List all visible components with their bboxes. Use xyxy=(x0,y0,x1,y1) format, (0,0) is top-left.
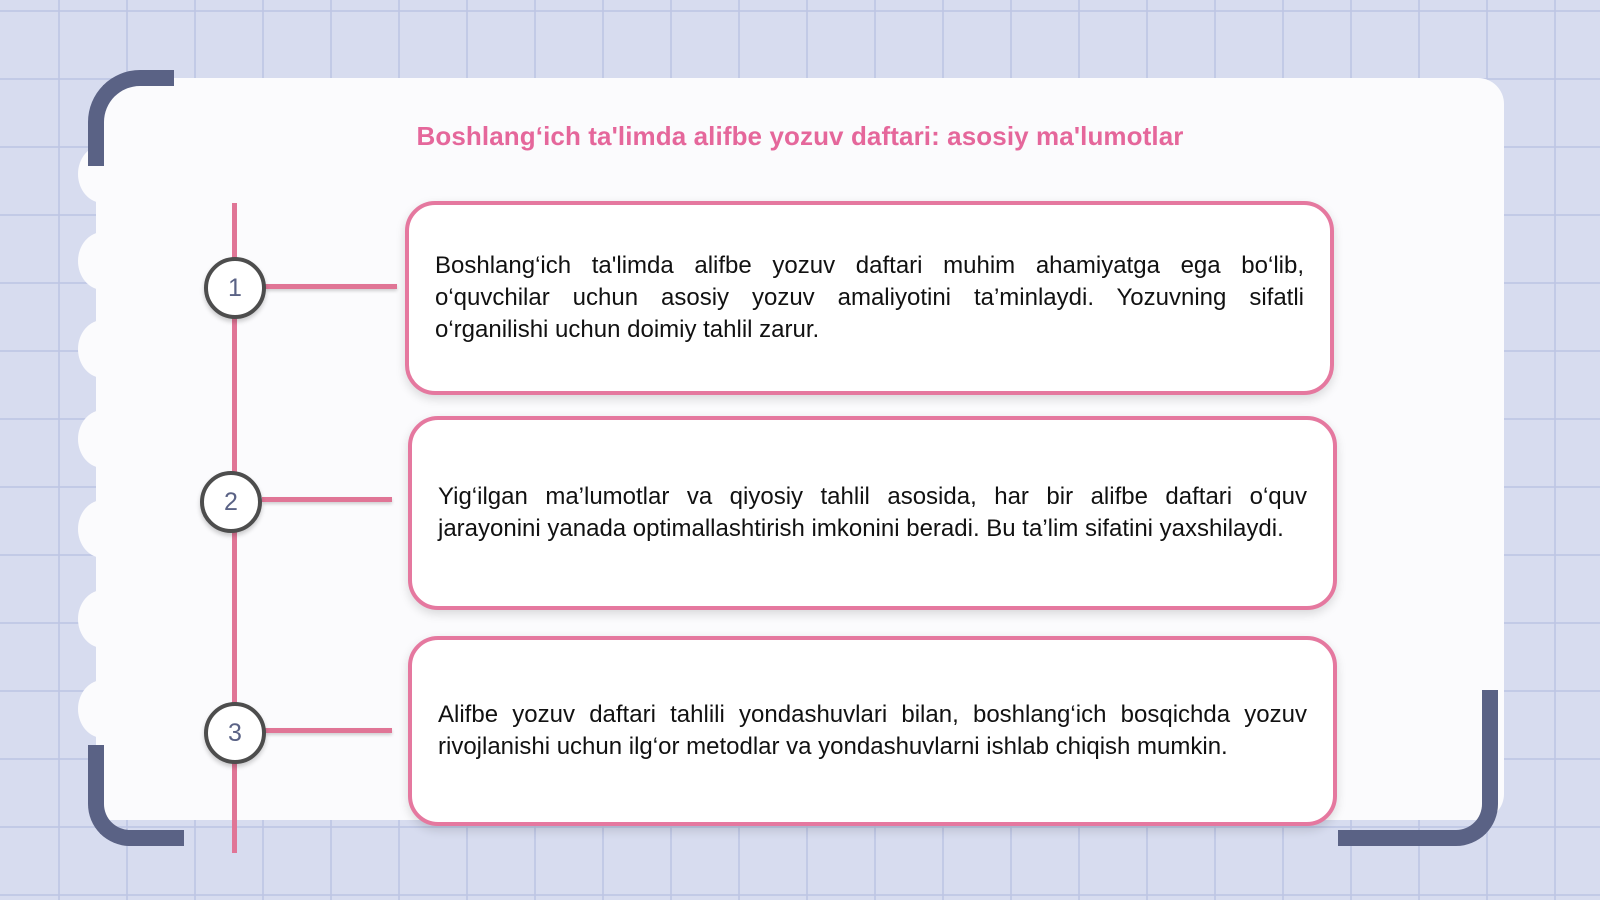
info-card-2 xyxy=(408,416,1337,610)
slide-title: Boshlangʻich ta'limda alifbe yozuv daftari: asosiy ma'lumotlar xyxy=(416,121,1184,151)
info-card-1 xyxy=(405,201,1334,395)
paper-scallop xyxy=(78,590,128,648)
corner-bracket-bottom-left xyxy=(88,745,184,846)
info-card-text: Yig‘ilgan ma’lumotlar va qiyosiy tahlil asosida, har bir alifbe daftari o‘quv jarayonini yanada optimallashtirish imkonini beradi. Bu ta’lim sifatini yaxshilaydi. xyxy=(438,483,1307,542)
step-number-2: 2 xyxy=(200,471,262,533)
timeline-connector xyxy=(262,497,392,502)
paper-scallop xyxy=(78,232,128,290)
timeline-connector xyxy=(265,284,397,289)
paper-scallop xyxy=(78,320,128,378)
paper-scallop xyxy=(78,680,128,738)
paper-scallop xyxy=(78,500,128,558)
corner-bracket-bottom-right xyxy=(1338,690,1498,846)
paper-scallop xyxy=(78,410,128,468)
step-number-3: 3 xyxy=(204,702,266,764)
timeline-connector xyxy=(265,728,392,733)
info-card-text: Alifbe yozuv daftari tahlili yondashuvlari bilan, boshlang‘ich bosqichda yozuv rivojlanishi uchun ilg‘or metodlar va yondashuvlarni ishlab chiqish mumkin. xyxy=(438,701,1307,760)
info-card-3 xyxy=(408,636,1337,826)
info-card-text: Boshlang‘ich ta'limda alifbe yozuv daftari muhim ahamiyatga ega bo‘lib, o‘quvchilar uchun asosiy yozuv amaliyotini ta’minlaydi. Yozuvning sifatli o‘rganilishi uchun doimiy tahlil zarur. xyxy=(435,252,1304,343)
step-number-1: 1 xyxy=(204,257,266,319)
